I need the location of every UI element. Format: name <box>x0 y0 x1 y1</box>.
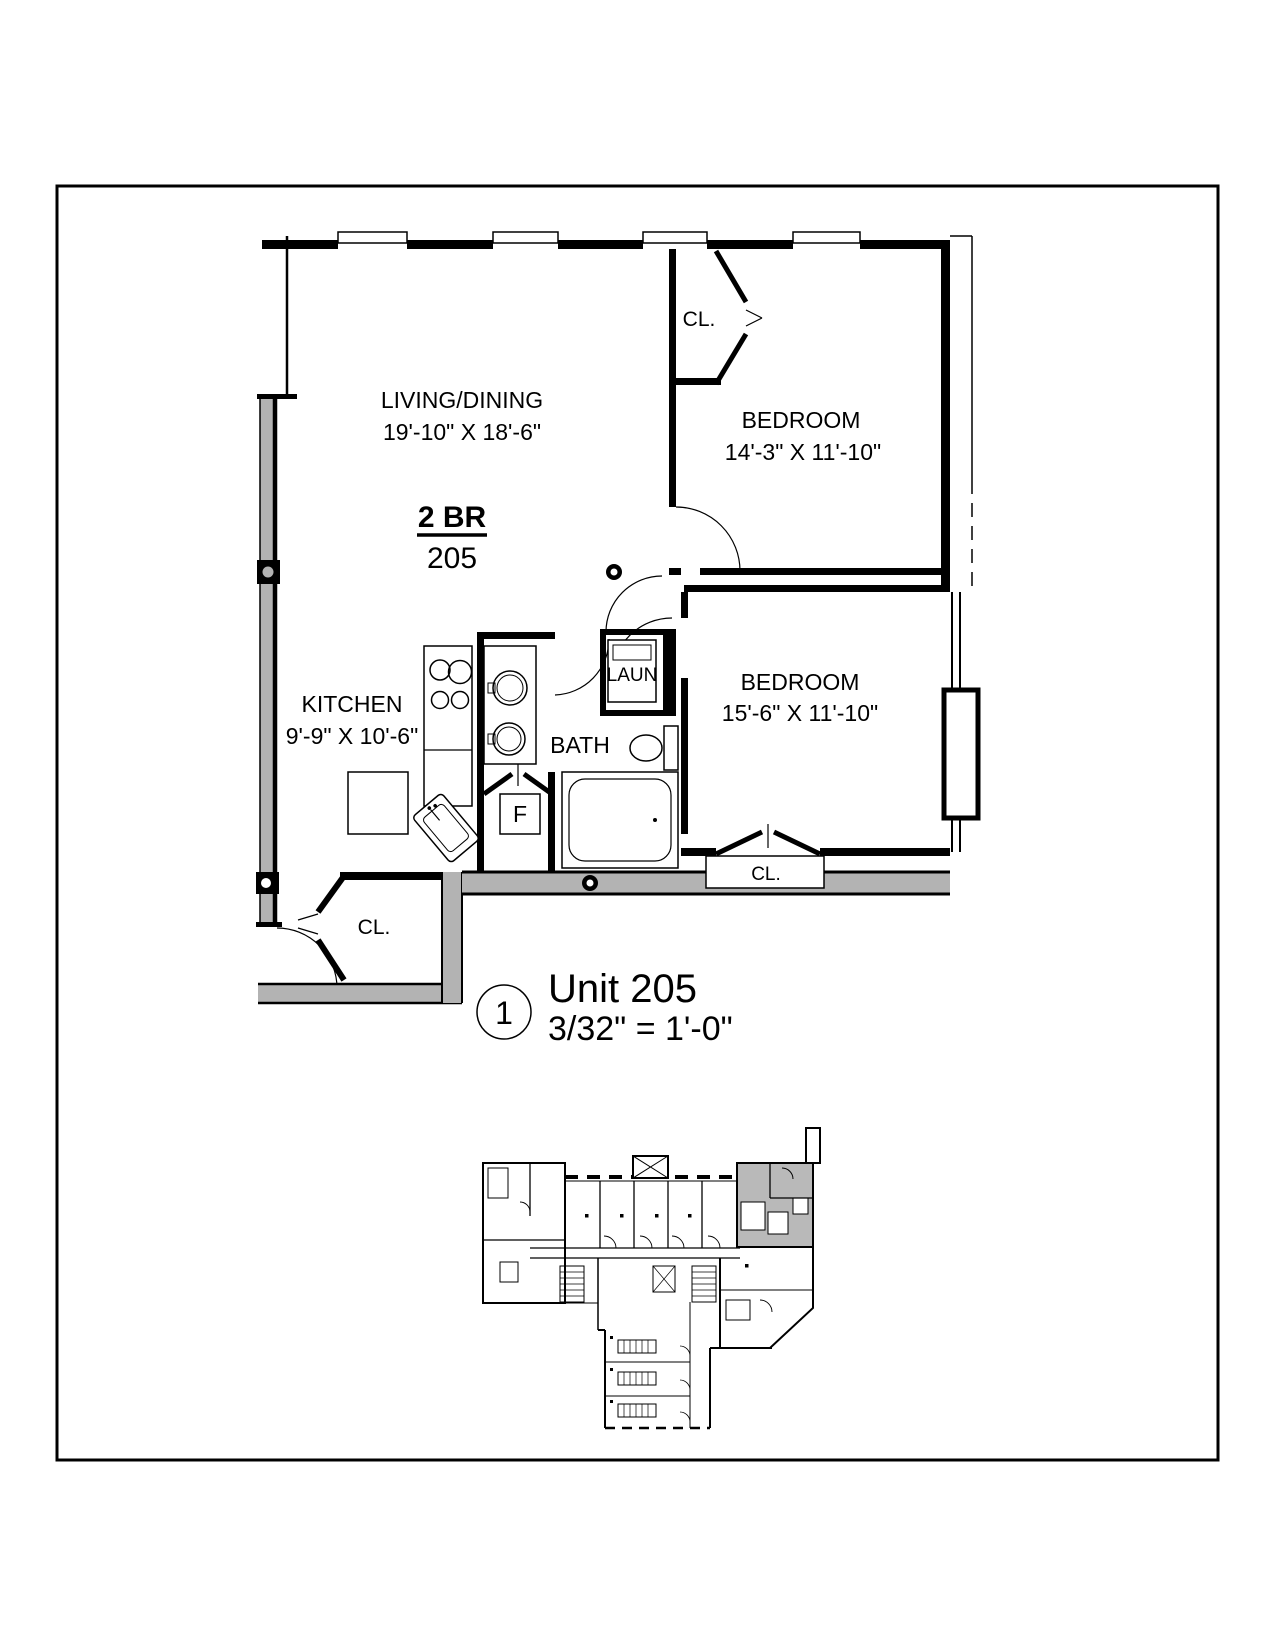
key-plan-right-stub <box>806 1128 820 1163</box>
kitchen-fixtures <box>348 646 480 863</box>
bedroom1-label: BEDROOM <box>741 407 861 433</box>
exterior-right-wall <box>941 236 972 592</box>
window-bay <box>643 232 707 243</box>
laundry-label: LAUN <box>606 665 658 686</box>
unit-type-label: 2 BR <box>417 501 487 534</box>
bedroom2-dims: 15'-6" X 11'-10" <box>721 700 879 726</box>
unit-id <box>417 501 487 575</box>
living-room-dims: 19'-10" X 18'-6" <box>382 419 542 445</box>
toilet <box>630 726 678 770</box>
bathtub <box>562 772 678 868</box>
bedroom1-dims: 14'-3" X 11'-10" <box>724 439 882 465</box>
detail-number: 1 <box>495 995 513 1031</box>
fridge-label: F <box>512 801 528 827</box>
key-plan-highlighted-unit <box>737 1163 813 1247</box>
laundry-closet <box>600 576 676 716</box>
closet-top-label: CL. <box>682 308 716 331</box>
exterior-top-wall <box>262 232 950 249</box>
interior-walls <box>669 249 950 856</box>
key-plan <box>483 1128 820 1428</box>
key-plan-right-wing <box>720 1247 813 1348</box>
bedroom2-window-wall <box>944 592 978 852</box>
closet-bottom-right-label: CL. <box>751 864 781 885</box>
unit-plan <box>256 232 978 1003</box>
key-plan-stem <box>605 1302 772 1428</box>
living-room-label: LIVING/DINING <box>380 387 544 413</box>
kitchen-label: KITCHEN <box>301 691 403 717</box>
key-plan-top-band <box>565 1177 737 1248</box>
window <box>944 690 978 818</box>
unit-number-label: 205 <box>426 542 478 575</box>
window-bay <box>793 232 860 243</box>
cabinet <box>348 772 408 834</box>
key-plan-core <box>560 1258 716 1330</box>
bath-label: BATH <box>550 732 610 758</box>
closet-bottom-left-label: CL. <box>357 916 391 939</box>
key-plan-corridor <box>530 1248 740 1258</box>
bedroom2-label: BEDROOM <box>740 669 860 695</box>
drawing-scale: 3/32" = 1'-0" <box>548 1010 733 1048</box>
bedroom1-door-swing <box>676 507 740 571</box>
closet-top <box>669 251 762 385</box>
window-bay <box>493 232 558 243</box>
kitchen-dims: 9'-9" X 10'-6" <box>285 723 419 749</box>
drawing-title: Unit 205 <box>548 967 697 1011</box>
closet-bottom-left <box>258 872 462 1003</box>
closet-bottom-right <box>706 824 824 888</box>
laundry-door-swing <box>606 576 662 632</box>
title-block <box>477 967 733 1048</box>
light-fixture <box>606 564 622 580</box>
fridge-niche <box>477 764 555 872</box>
key-plan-skylight <box>633 1156 668 1178</box>
window-bay <box>338 232 407 243</box>
left-walls <box>256 236 297 927</box>
key-plan-left-wing <box>483 1163 565 1303</box>
